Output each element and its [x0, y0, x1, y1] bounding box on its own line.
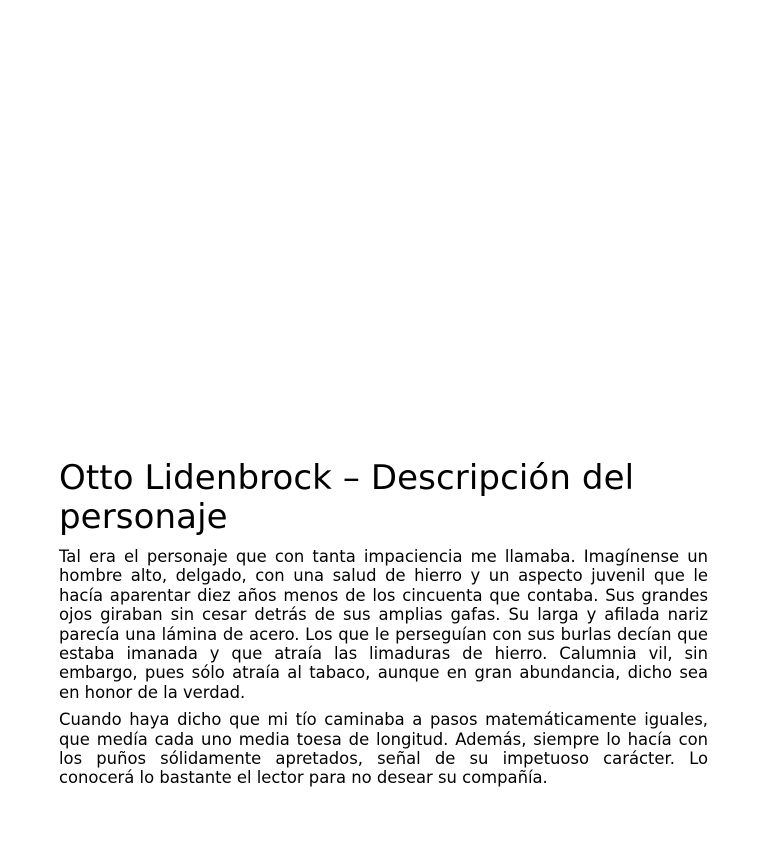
- page-title: Otto Lidenbrock – Descripción del personaje: [59, 458, 635, 537]
- paragraph-description: Tal era el personaje que con tanta impaciencia me llamaba. Imagínense un hombre alto, delgado, con una salud de hierro y un aspecto juvenil que le hacía aparentar diez años menos de los cincuenta que contaba. Sus grandes ojos giraban sin cesar detrás de sus amplias gafas. Su larga y afilada nariz parecía una lámina de acero. Los que le perseguían con sus burlas decían que estaba imanada y que atraía las limaduras de hierro. Calumnia vil, sin embargo, pues sólo atraía al tabaco, aunque en gran abundancia, dicho sea en honor de la verdad.: [59, 547, 708, 702]
- document-body: [59, 459, 708, 796]
- paragraph-walk: Cuando haya dicho que mi tío caminaba a pasos matemáticamente iguales, que medía cada uno media toesa de longitud. Además, siempre lo hacía con los puños sólidamente apretados, señal de su impetuoso carácter. Lo conocerá lo bastante el lector para no desear su compañía.: [59, 710, 708, 788]
